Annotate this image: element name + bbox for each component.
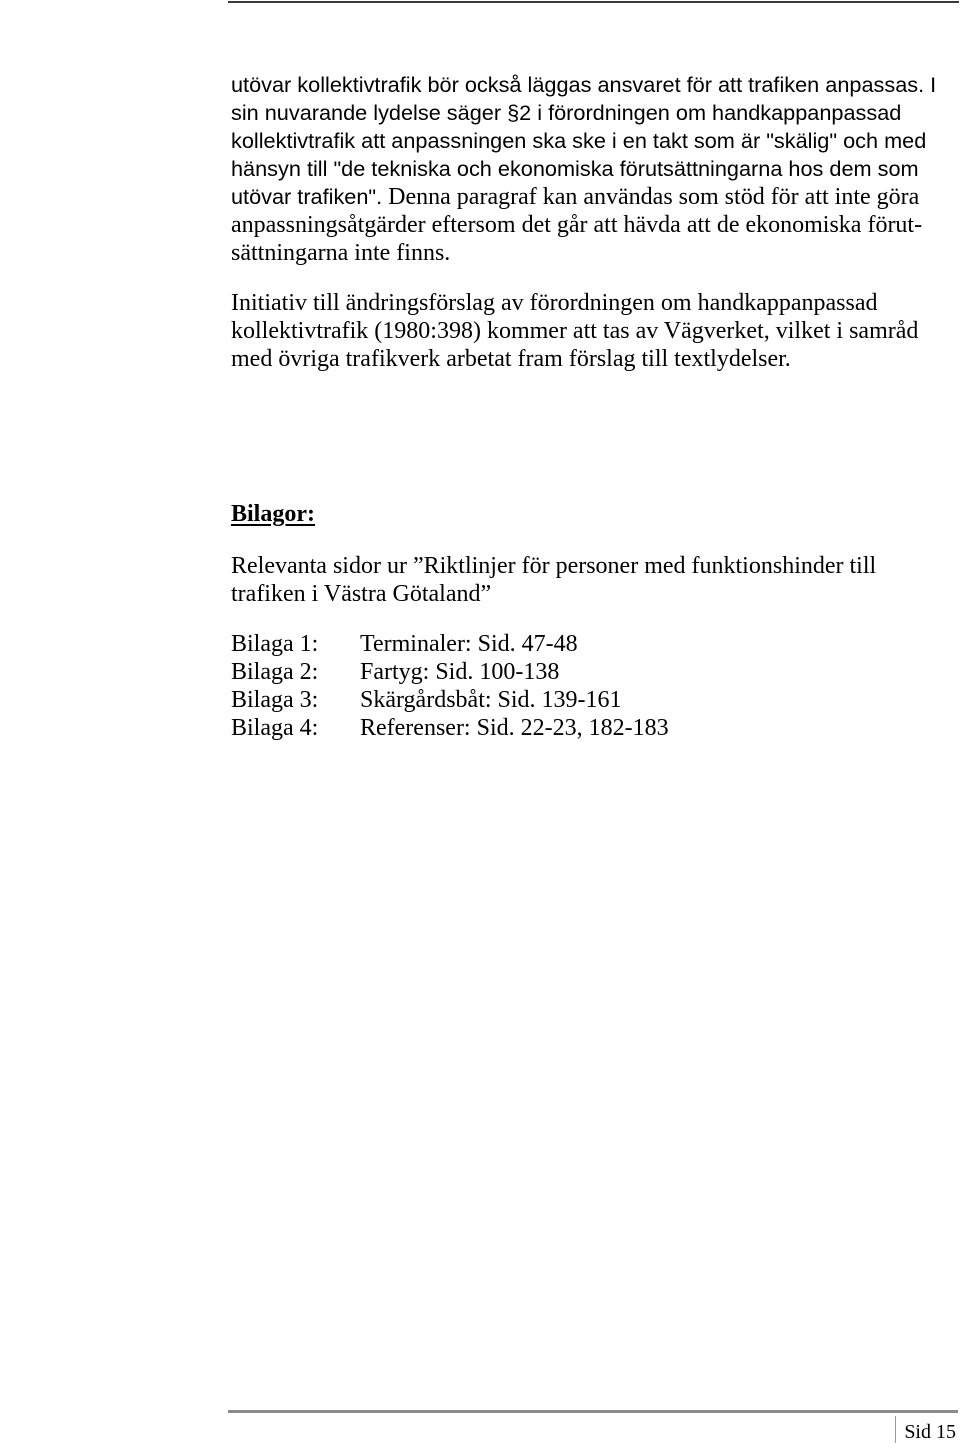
paragraph-1 bbox=[231, 71, 936, 267]
paragraph-1-line-5-serif-segment: Denna paragraf kan användas som stöd för att inte göra bbox=[382, 184, 920, 210]
attachment-item bbox=[231, 686, 669, 714]
paragraph-1-line-5 bbox=[231, 183, 936, 211]
paragraph-2-line-2: kollektivtrafik (1980:398) kommer att tas av Vägverket, vilket i samråd bbox=[231, 318, 919, 344]
paragraph-1-line-4: hänsyn till "de tekniska och ekonomiska förutsättningarna hos dem som bbox=[231, 156, 919, 181]
attachment-value: Skärgårdsbåt: Sid. 139-161 bbox=[360, 687, 622, 713]
attachment-label: Bilaga 3: bbox=[231, 687, 319, 713]
paragraph-1-line-1: utövar kollektivtrafik bör också läggas ansvaret för att trafiken anpassas. I bbox=[231, 72, 937, 97]
paragraph-2-line-3: med övriga trafikverk arbetat fram förslag till textlydelser. bbox=[231, 346, 791, 372]
attachments-intro-line-2: trafiken i Västra Götaland” bbox=[231, 581, 492, 607]
paragraph-1-line-7: sättningarna inte finns. bbox=[231, 240, 451, 266]
attachments-intro bbox=[231, 552, 876, 608]
attachments-intro-line-1: Relevanta sidor ur ”Riktlinjer för personer med funktionshinder till bbox=[231, 553, 877, 579]
attachment-item bbox=[231, 714, 669, 742]
attachment-item bbox=[231, 658, 669, 686]
paragraph-2 bbox=[231, 289, 918, 373]
paragraph-1-line-3: kollektivtrafik att anpassningen ska ske i en takt som är "skälig" och med bbox=[231, 128, 927, 153]
attachment-value: Terminaler: Sid. 47-48 bbox=[360, 631, 578, 657]
attachments-heading-block bbox=[231, 500, 315, 528]
paragraph-1-line-2: sin nuvarande lydelse säger §2 i förordningen om handkappanpassad bbox=[231, 100, 902, 125]
attachments-heading: Bilagor: bbox=[231, 501, 315, 527]
header-rule bbox=[228, 1, 959, 3]
attachment-label: Bilaga 1: bbox=[231, 631, 319, 657]
attachment-label: Bilaga 4: bbox=[231, 715, 319, 741]
attachment-label: Bilaga 2: bbox=[231, 659, 319, 685]
attachment-value: Referenser: Sid. 22-23, 182-183 bbox=[360, 715, 669, 741]
attachment-value: Fartyg: Sid. 100-138 bbox=[360, 659, 560, 685]
footer-rule bbox=[228, 1410, 958, 1413]
attachment-item bbox=[231, 630, 669, 658]
paragraph-1-line-6: anpassningsåtgärder eftersom det går att hävda att de ekonomiska förut- bbox=[231, 212, 923, 238]
paragraph-2-line-1: Initiativ till ändringsförslag av förordningen om handkappanpassad bbox=[231, 290, 878, 316]
paragraph-1-line-5-sans-segment: utövar trafiken". bbox=[231, 184, 383, 209]
page-number: Sid 15 bbox=[895, 1416, 959, 1443]
attachments-list bbox=[231, 630, 669, 742]
